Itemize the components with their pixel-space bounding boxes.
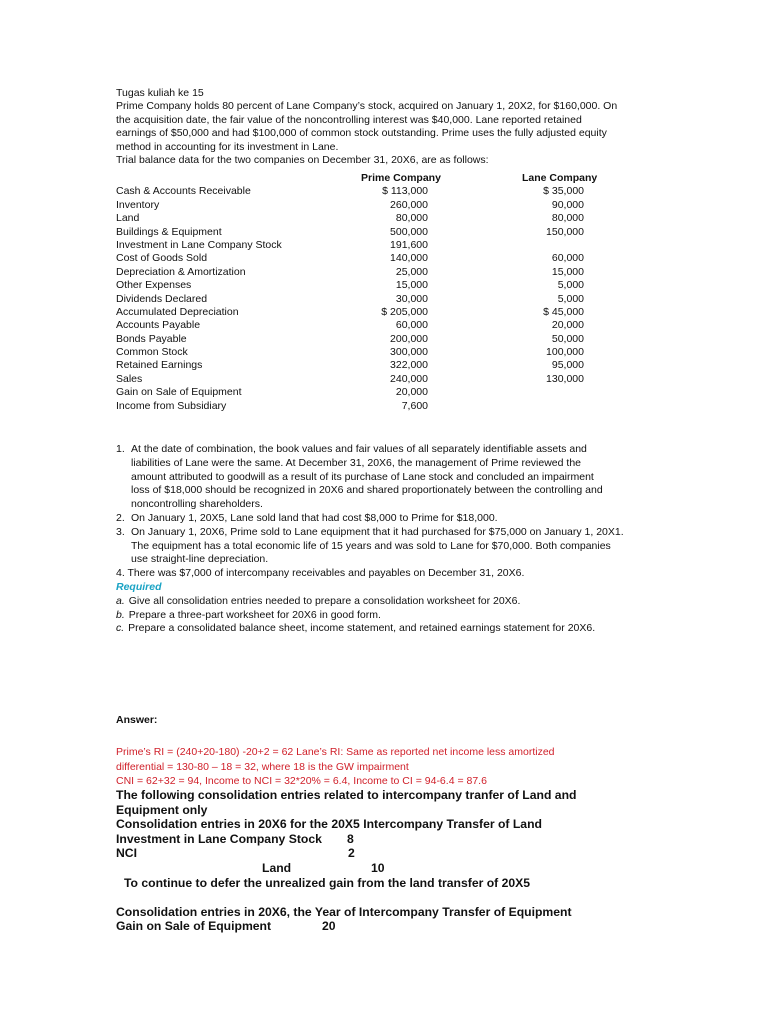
spacer — [116, 890, 676, 905]
entry-debit: 8 — [347, 831, 354, 846]
prime-amount: 322,000 — [390, 359, 428, 372]
prime-amount: 260,000 — [390, 198, 428, 211]
prime-amount: 500,000 — [390, 225, 428, 238]
lane-amount: 60,000 — [551, 252, 584, 265]
lane-amount: 50,000 — [551, 332, 584, 345]
required-text: Prepare a consolidated balance sheet, income statement, and retained earnings statement for 20X6. — [128, 622, 596, 635]
lane-amount: 150,000 — [546, 225, 584, 238]
account-label: Other Expenses — [116, 279, 192, 292]
account-label: Income from Subsidiary — [116, 399, 227, 412]
intro-line: Prime Company holds 80 percent of Lane Company’s stock, acquired on January 1, 20X2, for $160,000. On — [116, 100, 618, 113]
entry-credit: 10 — [371, 860, 385, 875]
entry-debit: 20 — [322, 919, 336, 934]
required-letter: a. — [116, 594, 125, 607]
intro-line: Tugas kuliah ke 15 — [116, 87, 204, 99]
notes-section — [116, 443, 656, 636]
prime-amount: $ 205,000 — [381, 305, 428, 318]
entry-account: Gain on Sale of Equipment — [116, 919, 272, 934]
prime-amount: 140,000 — [390, 252, 428, 265]
lane-amount: 100,000 — [546, 346, 584, 359]
trial-balance-row — [116, 333, 676, 346]
note-item — [116, 526, 656, 567]
account-label: Accumulated Depreciation — [116, 305, 239, 318]
entry-note: To continue to defer the unrealized gain from the land transfer of 20X5 — [124, 875, 531, 890]
prime-amount: 191,600 — [390, 238, 428, 251]
prime-amount: 200,000 — [390, 332, 428, 345]
note-item-4: 4. There was $7,000 of intercompany receivables and payables on December 31, 20X6. — [116, 567, 525, 580]
account-label: Land — [116, 212, 140, 225]
entry-row-nci — [116, 846, 676, 861]
account-label: Depreciation & Amortization — [116, 265, 246, 278]
account-label: Cost of Goods Sold — [116, 252, 208, 265]
lane-amount: 15,000 — [551, 265, 584, 278]
note-line: loss of $18,000 should be recognized in 20X6 and shared proportionately between the controlling and — [131, 484, 603, 497]
entries-heading: Consolidation entries in 20X6, the Year of Intercompany Transfer of Equipment — [116, 904, 572, 919]
trial-balance-row — [116, 359, 676, 372]
note-line: liabilities of Lane were the same. At December 31, 20X6, the management of Prime reviewed the — [131, 456, 581, 469]
account-label: Accounts Payable — [116, 319, 201, 332]
calculation-line: CNI = 62+32 = 94, Income to NCI = 32*20% = 6.4, Income to CI = 94-6.4 = 87.6 — [116, 775, 487, 788]
trial-balance-row — [116, 293, 676, 306]
required-label: Required — [116, 580, 162, 593]
trial-balance-row — [116, 266, 676, 279]
prime-amount: 25,000 — [395, 265, 428, 278]
intro-line: earnings of $50,000 and had $100,000 of common stock outstanding. Prime uses the fully adjusted equity — [116, 127, 607, 140]
lane-amount: 5,000 — [557, 292, 584, 305]
account-label: Common Stock — [116, 346, 188, 359]
entry-account: Land — [262, 860, 292, 875]
account-label: Inventory — [116, 198, 160, 211]
lane-amount: 5,000 — [557, 279, 584, 292]
consolidation-entries — [116, 788, 676, 934]
trial-balance-row — [116, 239, 676, 252]
answer-calculations — [116, 745, 555, 789]
lane-amount: $ 35,000 — [543, 185, 584, 198]
account-label: Gain on Sale of Equipment — [116, 386, 242, 399]
trial-balance-row — [116, 252, 676, 265]
account-label: Buildings & Equipment — [116, 225, 222, 238]
trial-balance-row — [116, 386, 676, 399]
trial-balance-row — [116, 373, 676, 386]
prime-amount: 60,000 — [395, 319, 428, 332]
prime-amount: 7,600 — [401, 399, 428, 412]
required-item — [116, 622, 656, 636]
entry-row-investment — [116, 832, 676, 847]
note-item — [116, 512, 656, 526]
prime-amount: 240,000 — [390, 372, 428, 385]
entry-row-land — [116, 861, 676, 876]
trial-balance-row — [116, 199, 676, 212]
required-item — [116, 609, 656, 623]
trial-balance-body — [116, 185, 676, 413]
prime-amount: $ 113,000 — [382, 185, 428, 198]
note-item — [116, 443, 656, 512]
lane-amount: $ 45,000 — [543, 305, 584, 318]
account-label: Retained Earnings — [116, 359, 203, 372]
entries-heading: Equipment only — [116, 802, 208, 817]
prime-company-header: Prime Company — [361, 172, 441, 184]
note-line: At the date of combination, the book values and fair values of all separately identifiable assets and — [131, 443, 587, 455]
account-label: Cash & Accounts Receivable — [116, 185, 251, 198]
lane-amount: 20,000 — [551, 319, 584, 332]
required-letter: b. — [116, 608, 125, 621]
account-label: Bonds Payable — [116, 332, 187, 345]
trial-balance-header — [116, 172, 676, 185]
required-item — [116, 595, 656, 609]
note-line: amount attributed to goodwill as a result of its purchase of Lane stock and concluded an impairment — [131, 470, 594, 483]
intro-line: method in accounting for its investment in Lane. — [116, 140, 339, 153]
trial-balance-row — [116, 279, 676, 292]
trial-balance-row — [116, 226, 676, 239]
trial-balance-table — [116, 172, 676, 413]
account-label: Dividends Declared — [116, 292, 208, 305]
note-number: 1. — [116, 443, 125, 455]
note-line: On January 1, 20X6, Prime sold to Lane equipment that it had purchased for $75,000 on January 1, 20X1. — [131, 525, 624, 538]
lane-company-header: Lane Company — [522, 172, 598, 184]
required-text: Prepare a three-part worksheet for 20X6 in good form. — [128, 608, 381, 621]
trial-balance-row — [116, 400, 676, 413]
note-line: The equipment has a total economic life of 15 years and was sold to Lane for $70,000. Both companies — [131, 539, 611, 552]
prime-amount: 30,000 — [395, 292, 428, 305]
entries-heading: Consolidation entries in 20X6 for the 20X5 Intercompany Transfer of Land — [116, 817, 542, 832]
note-line: use straight-line depreciation. — [131, 553, 269, 566]
prime-amount: 15,000 — [395, 279, 428, 292]
entry-debit: 2 — [348, 846, 355, 861]
answer-label: Answer: — [116, 714, 158, 726]
trial-balance-row — [116, 346, 676, 359]
prime-amount: 80,000 — [395, 212, 428, 225]
lane-amount: 95,000 — [551, 359, 584, 372]
lane-amount: 90,000 — [551, 198, 584, 211]
note-line: On January 1, 20X5, Lane sold land that had cost $8,000 to Prime for $18,000. — [131, 511, 498, 524]
account-label: Sales — [116, 372, 143, 385]
entries-heading: The following consolidation entries related to intercompany tranfer of Land and — [116, 788, 577, 802]
entry-account: NCI — [116, 846, 137, 861]
intro-line: Trial balance data for the two companies on December 31, 20X6, are as follows: — [116, 154, 489, 167]
prime-amount: 300,000 — [390, 346, 428, 359]
trial-balance-row — [116, 212, 676, 225]
entry-account: Investment in Lane Company Stock — [116, 831, 322, 846]
lane-amount: 130,000 — [546, 372, 584, 385]
trial-balance-row — [116, 185, 676, 198]
calculation-line: differential = 130-80 – 18 = 32, where 18 is the GW impairment — [116, 760, 409, 773]
trial-balance-row — [116, 319, 676, 332]
prime-amount: 20,000 — [395, 386, 428, 399]
note-number: 2. — [116, 511, 125, 524]
account-label: Investment in Lane Company Stock — [116, 238, 282, 251]
lane-amount: 80,000 — [551, 212, 584, 225]
entry-row-gain — [116, 919, 676, 934]
required-text: Give all consolidation entries needed to prepare a consolidation worksheet for 20X6. — [128, 594, 521, 607]
required-letter: c. — [116, 622, 125, 635]
intro-paragraph — [116, 87, 656, 167]
note-number: 3. — [116, 525, 125, 538]
note-line: noncontrolling shareholders. — [131, 498, 263, 511]
calculation-line: Prime’s RI = (240+20-180) -20+2 = 62 Lane’s RI: Same as reported net income less amortized — [116, 746, 555, 758]
trial-balance-row — [116, 306, 676, 319]
intro-line: the acquisition date, the fair value of the noncontrolling interest was $40,000. Lane reported retained — [116, 113, 582, 126]
